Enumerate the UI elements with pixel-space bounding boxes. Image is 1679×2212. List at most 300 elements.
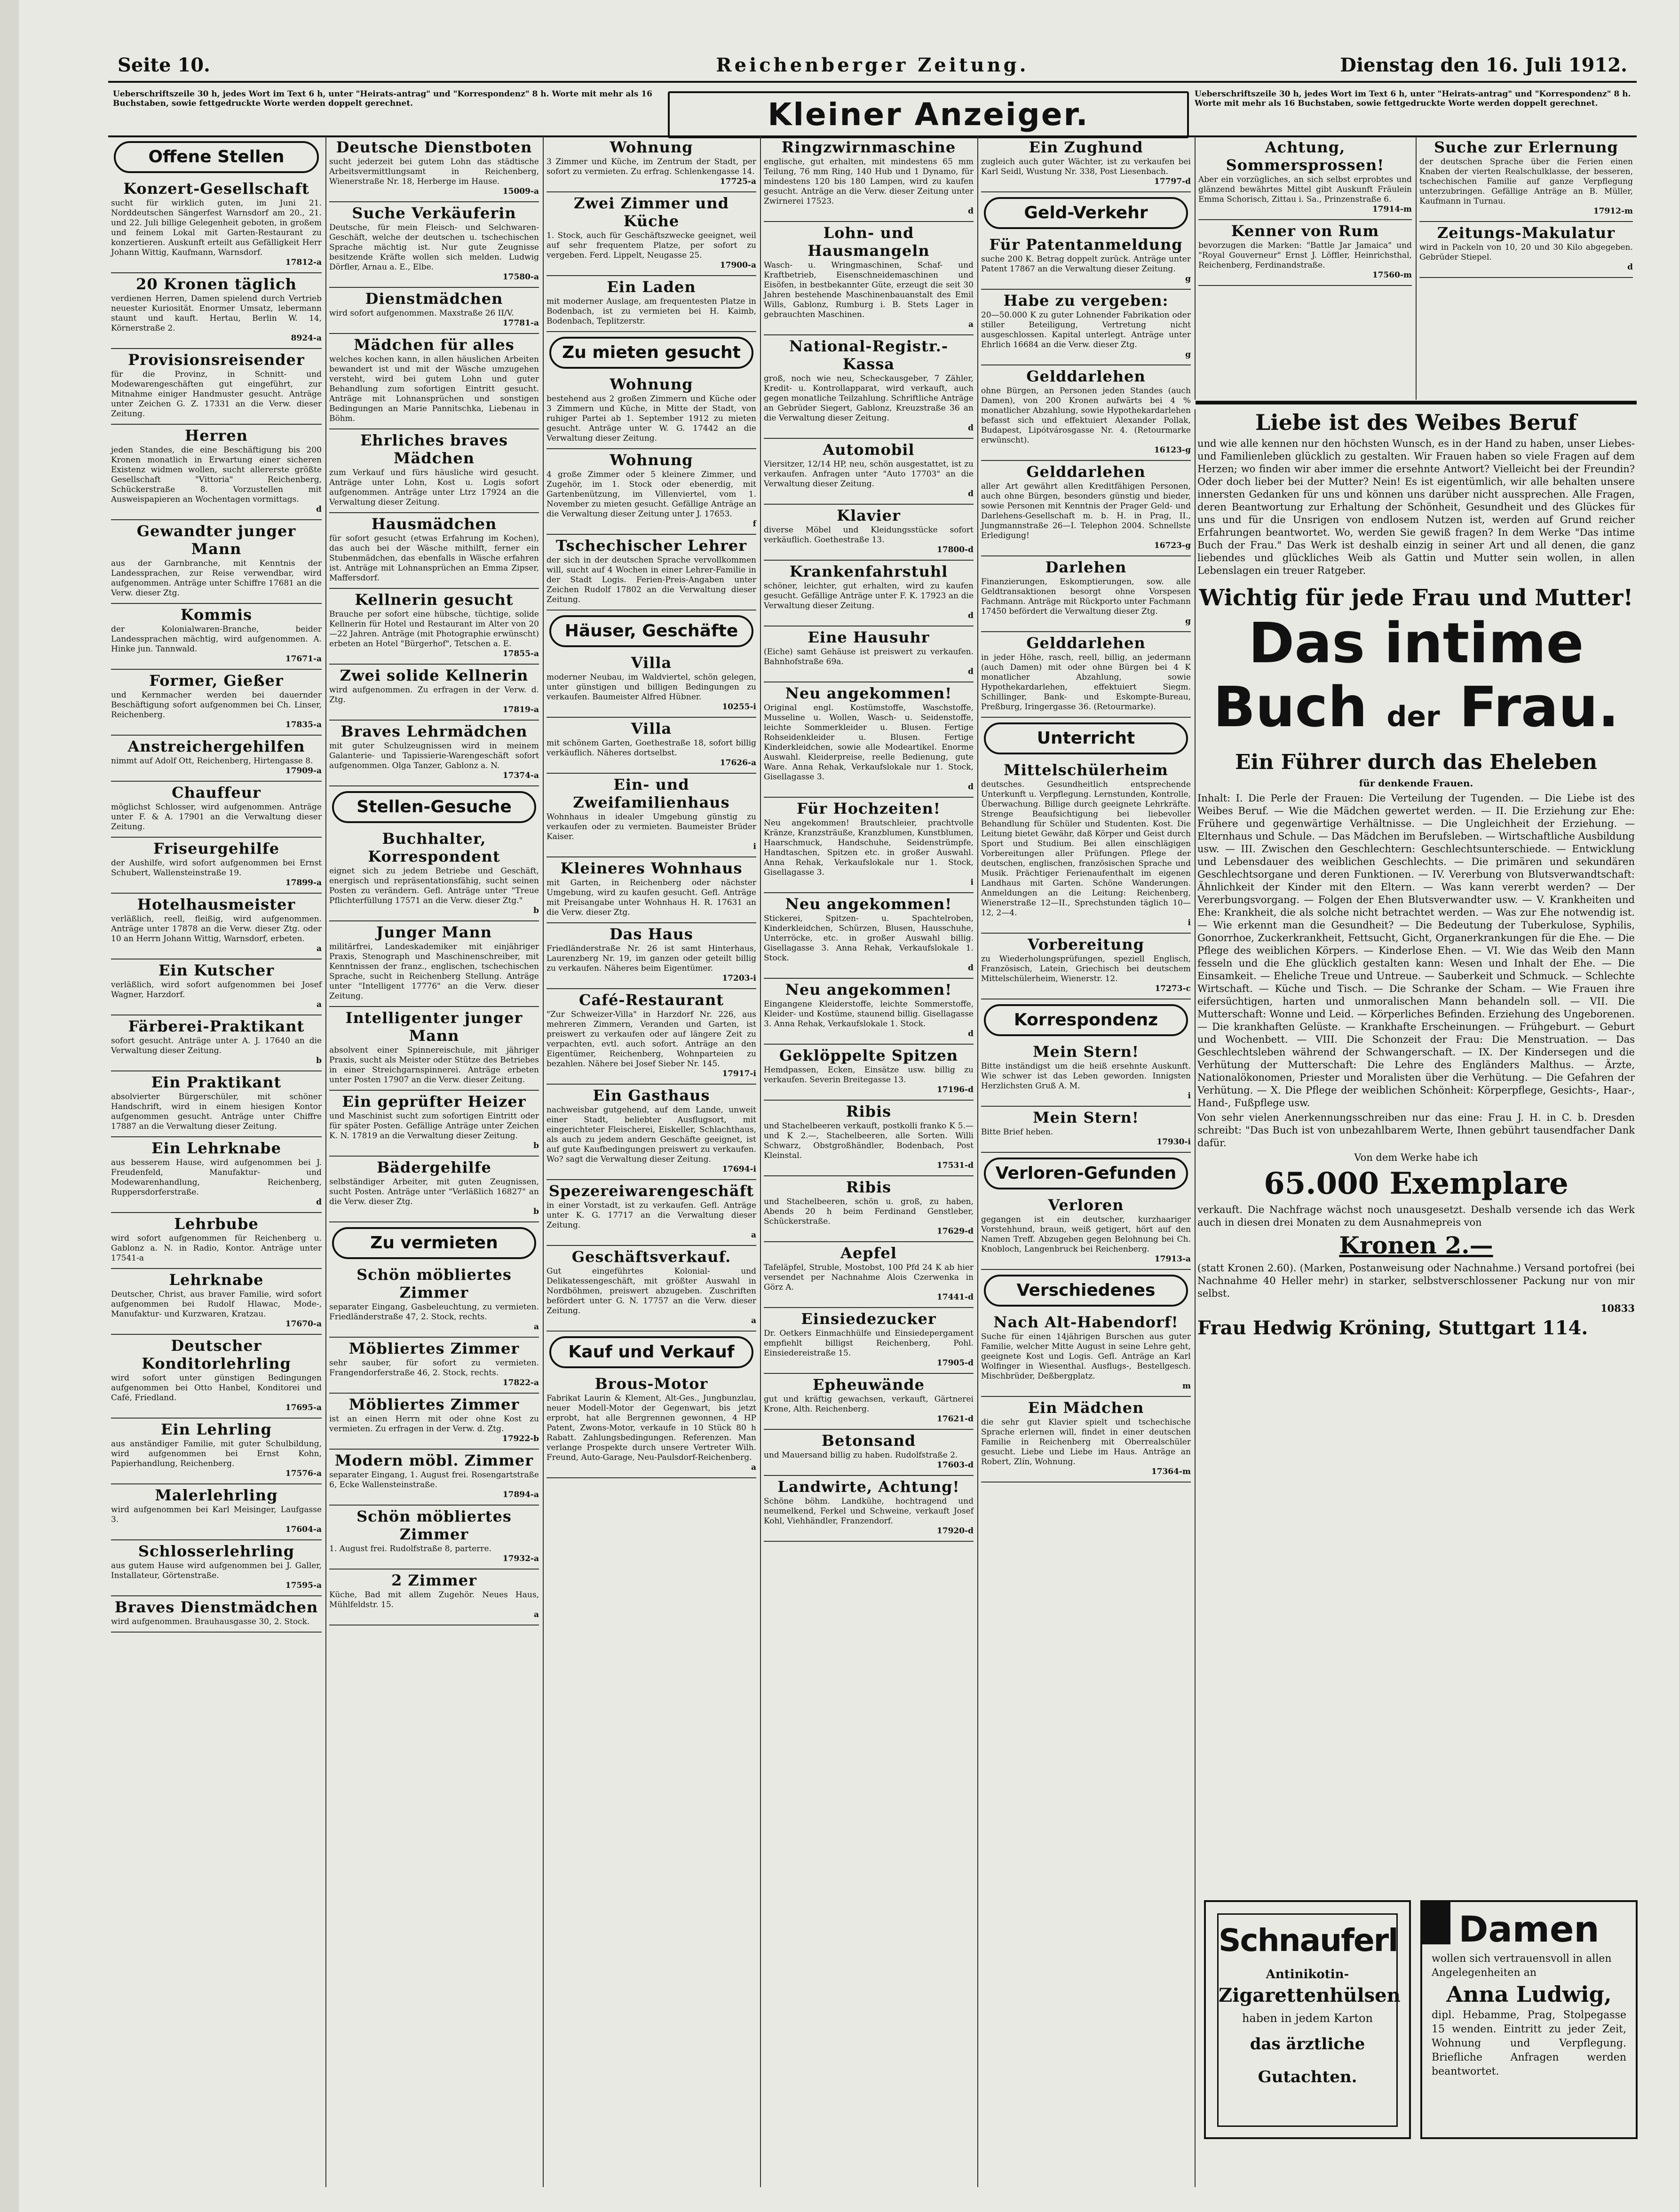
ad-heading: Mittelschülerheim [1004, 761, 1168, 779]
damen-text1: wollen sich vertrauensvoll in allen Angelegenheiten an [1432, 1953, 1612, 1979]
ad-heading: Für Hochzeiten! [797, 800, 941, 817]
ad-heading: Kenner von Rum [1231, 222, 1379, 240]
ad-heading: Epheuwände [813, 1376, 925, 1394]
ad-text: sofort gesucht. Anträge unter A. J. 17640 an die Verwaltung dieser Zeitung. [111, 1036, 322, 1055]
ad-text: Bitte inständigst um die heiß ersehnte Auskunft. Wie schwer ist das Leben geworden. Innigsten Herzlichsten Gruß A. M. [981, 1062, 1191, 1091]
ad-code: 17580-a [502, 272, 539, 282]
section-zu-mieten-gesucht: Zu mieten gesucht [549, 337, 753, 369]
classified-ad [111, 275, 322, 343]
ad-heading: Geschäftsverkauf. [571, 1248, 731, 1266]
ad-heading: Deutscher Konditorlehrling [142, 1337, 291, 1372]
ad-divider [764, 221, 974, 222]
classified-ad [764, 1178, 974, 1237]
ad-code: f [752, 519, 756, 529]
ad-text: aus der Garnbranche, mit Kenntnis der Landessprachen, zur Reise verwendbar, wird aufgenommen. Anträge unter Schiffre 17681 an die Verw. dieser Ztg. [111, 559, 322, 598]
ad-code: d [968, 963, 974, 973]
section-korrespondenz: Korrespondenz [984, 1004, 1188, 1036]
classified-ad [111, 672, 322, 730]
ad-heading: Zeitungs-Makulatur [1437, 224, 1616, 242]
ad-heading: Neu angekommen! [785, 684, 952, 702]
ad-code: 16723-g [1154, 541, 1191, 550]
ad-heading: Provisionsreisender [128, 351, 305, 369]
ad-divider [981, 1152, 1191, 1153]
classified-ad [329, 1158, 539, 1217]
ad-heading: Ribis [846, 1102, 892, 1120]
ad-divider [111, 1595, 322, 1596]
ad-text: Friedländerstraße Nr. 26 ist samt Hinterhaus, Laurenzberg Nr. 19, im ganzen oder geteilt billig zu verkaufen. Näheres beim Eigentümer. [546, 944, 756, 973]
classified-ad [546, 1086, 756, 1174]
classified-ad [764, 1478, 974, 1536]
classified-ad [111, 896, 322, 954]
ad-text: mit Garten, in Reichenberg oder nächster Umgebung, wird zu kaufen gesucht. Gefl. Anträge mit Preisangabe unter Wohnhaus H. R. 17631 an die Verw. dieser Ztg. [546, 878, 756, 917]
ad-text: ohne Bürgen, an Personen jeden Standes (auch Damen), von 200 Kronen aufwärts bei 4 % monatlicher Abzahlung, sowie Hypothekardarlehen befasst sich und effektuiert Alexander Pollak, Budapest, Lipótvárosgasse Nr. 4. (Retourmarke erwünscht). [981, 386, 1191, 445]
classified-ad [329, 923, 539, 1001]
ad-heading: Automobil [823, 441, 915, 459]
ad-heading: Villa [631, 654, 672, 672]
classified-ad [546, 776, 756, 852]
ad-heading: Hausmädchen [371, 515, 497, 533]
ad-divider [764, 560, 974, 561]
ad-text: und Maschinist sucht zum sofortigen Eintritt oder für später Posten. Gefällige Anträge unter Zeichen K. N. 17819 an die Verwaltung dieser Zeitung. [329, 1111, 539, 1141]
column-6 [1196, 136, 1415, 288]
ad-code: 17781-a [502, 318, 539, 328]
ad-text: bestehend aus 2 großen Zimmern und Küche oder 3 Zimmern und Küche, in Mitte der Stadt, von ruhiger Partei ab 1. September 1912 zu mieten gesucht. Anträge unter W. G. 17442 an die Verwaltung dieser Zeitung. [546, 394, 756, 443]
classified-ad [546, 375, 756, 444]
ad-text: in jeder Höhe, rasch, reell, billig, an jedermann (auch Damen) mit oder ohne Bürgen bei 4 K monatlicher Abzahlung, sowie Hypothekardarlehen, effektuiert Siegm. Schillinger, Bank- und Eskompte-Bureau, Preßburg, Iringergasse 36. (Retourmarke). [981, 653, 1191, 712]
ad-code: 17203-i [722, 974, 756, 983]
ad-divider [329, 1337, 539, 1338]
ad-heading: Möbliertes Zimmer [348, 1395, 520, 1413]
ad-divider [981, 191, 1191, 192]
ad-heading: Brous-Motor [594, 1375, 708, 1393]
damen-text2: dipl. Hebamme, Prag, Stolpegasse 15 wenden. Eintritt zu jeder Zeit, Wohnung und Verpflegung. Briefliche Anfragen werden beantwortet. [1432, 2009, 1626, 2077]
ad-code: 17595-a [285, 1581, 322, 1590]
ad-heading: Kellnerin gesucht [355, 591, 514, 609]
ad-text: der Kolonialwaren-Branche, beider Landessprachen mächtig, wird aufgenommen. A. Hinke jun. Tannwald. [111, 625, 322, 654]
ad-divider [329, 920, 539, 921]
ad-divider [981, 1482, 1191, 1483]
ad-text: nachweisbar gutgehend, auf dem Lande, unweit einer Stadt, beliebter Ausflugsort, mit eingerichteter Fleischerei, Eiskeller, Schlachthaus, als auch zu jedem andern Geschäfte geeignet, ist auf gute Kaufbedingungen preiswert zu verkaufen. Wo? sagt die Verwaltung dieser Zeitung. [546, 1105, 756, 1164]
ad-text: deutsches. Gesundheitlich entsprechende Unterkunft u. Verpflegung. Lernstunden, Kontrolle, Überwachung. Billige durch geeignete Lehrkräfte. Strenge Beaufsichtigung bei liebevoller Behandlung für Schüler und Studenten. Kost. Die Leitung bietet Gewähr, daß Körper und Geist durch Sport und Studium. Bei allen einschlägigen Vorbereitungen aller Prüfungen. Pflege der deutschen, englischen, französischen Sprache und Musik. Prächtiger Ferienaufenthalt im eigenen Landhaus mit Garten. Schöne Wanderungen. Anmeldungen an die Leitung: Reichenberg, Wienerstraße 12—II., Sprechstunden täglich 10—12, 2—4. [981, 780, 1191, 918]
ad-code: 17725-a [720, 177, 756, 186]
ad-divider [111, 1212, 322, 1213]
ad-text: aus gutem Hause wird aufgenommen bei J. Galler, Installateur, Görtenstraße. [111, 1561, 322, 1580]
ad-divider [111, 1070, 322, 1071]
schnauferl-line1: Antinikotin- [1266, 1967, 1349, 1982]
ad-code: d [316, 1197, 322, 1207]
classified-ad [329, 1266, 539, 1332]
ad-text: verläßlich, wird sofort aufgenommen bei Josef Wagner, Harzdorf. [111, 980, 322, 999]
classified-ad [111, 1598, 322, 1627]
ad-divider [111, 424, 322, 425]
ad-code: d [1627, 262, 1633, 272]
classified-ad [546, 991, 756, 1079]
ad-heading: Lehrknabe [169, 1271, 264, 1289]
ad-divider [764, 1100, 974, 1101]
ad-text: und Kernmacher werden bei dauernder Beschäftigung sofort aufgenommen bei Ch. Linser, Reichenberg. [111, 690, 322, 720]
column-7 [1417, 136, 1636, 280]
classified-ad [981, 367, 1191, 455]
classified-ad [981, 463, 1191, 551]
classified-ad [546, 1248, 756, 1326]
column-divider [1195, 409, 1196, 2187]
ad-divider [546, 922, 756, 923]
ad-heading: Gelddarlehen [1026, 367, 1146, 385]
ad-code: 17900-a [720, 261, 756, 270]
ad-divider [981, 933, 1191, 934]
ad-heading: Modern möbl. Zimmer [334, 1451, 534, 1469]
ad-text: und Mauersand billig zu haben. Rudolfstraße 2. [764, 1451, 958, 1460]
ad-text: "Zur Schweizer-Villa" in Harzdorf Nr. 226, aus mehreren Zimmern, Veranden und Garten, ist preiswert zu verkaufen oder auf längere Zeit zu verpachten, evtl. auch sofort. Anträge an den Eigentümer, Reichenberg, Wohnparteien zu bezahlen. Nähere bei Josef Sieber Nr. 145. [546, 1010, 756, 1069]
section-unterricht: Unterricht [984, 722, 1188, 754]
ad-code: b [533, 906, 539, 915]
ad-code: b [316, 1056, 322, 1065]
classified-ad [546, 194, 756, 270]
book-subtitle: Ein Führer durch das Eheleben [1235, 750, 1598, 774]
ad-text: aus anständiger Familie, mit guter Schulbildung, wird aufgenommen bei Ernst Kohn, Papierhandlung, Reichenberg. [111, 1439, 322, 1468]
ad-heading: Zwei Zimmer und Küche [573, 194, 729, 230]
ad-heading: Wohnung [610, 451, 693, 469]
book-title-line1: Das intime [1248, 610, 1584, 675]
ad-code: 17800-d [936, 545, 974, 555]
ad-heading: Café-Restaurant [579, 991, 724, 1009]
ad-heading: Möbliertes Zimmer [348, 1340, 520, 1357]
header-rule [108, 81, 1637, 83]
ad-text: gut und kräftig gewachsen, verkauft, Gärtnerei Krone, Alth. Reichenberg. [764, 1395, 974, 1414]
ad-text: Deutscher, Christ, aus braver Familie, wird sofort aufgenommen bei Rudolf Hlawac, Mode-, Manufaktur- und Kurzwaren, Kratzau. [111, 1290, 322, 1319]
ad-divider [546, 1245, 756, 1246]
ad-heading: Aepfel [840, 1244, 897, 1262]
ad-heading: Former, Gießer [149, 672, 284, 690]
ad-text: gegangen ist ein deutscher, kurzhaariger Vorstehhund, braun, weiß getigert, hört auf den Namen Treff. Abzugeben gegen Belohnung bei Ch. Knobloch, Langenbruck bei Reichenberg. [981, 1215, 1191, 1254]
ad-text: Schöne böhm. Landkühe, hochtragend und neumelkend, Ferkel und Schweine, verkauft Josef Kohl, Viehhändler, Franzendorf. [764, 1497, 974, 1526]
classified-ad [111, 522, 322, 598]
classified-ad [546, 859, 756, 918]
ad-text: Dr. Oetkers Einmachhülfe und Einsiedepergament empfiehlt billigst Reichenberg, Pohl. Einsiedereistraße 15. [764, 1329, 974, 1358]
ad-divider [764, 1044, 974, 1045]
ad-divider [1198, 219, 1412, 220]
ad-heading: Braves Dienstmädchen [114, 1598, 318, 1616]
ad-heading: Ein Gasthaus [593, 1086, 710, 1104]
ad-text: der sich in der deutschen Sprache vervollkommen will, sucht auf 4 Wochen in einer Lehrer-Familie in der Stadt Logis. Ferien-Preis-Angaben unter Zeichen Rudolf 17802 an die Verwaltung dieser Zeitung. [546, 555, 756, 604]
page-number: Seite 10. [118, 54, 210, 76]
price: Kronen 2.— [1339, 1231, 1493, 1259]
ad-text: wird aufgenommen bei Karl Meisinger, Laufgasse 3. [111, 1505, 322, 1524]
ad-heading: Lohn- und Hausmangeln [808, 224, 930, 260]
ad-text: militärfrei, Landeskademiker mit einjähriger Praxis, Stenograph und Maschinenschreiber, mit Kenntnissen der franz., englischen, tschechischen Sprache, sucht in Reichenberg Stellung. Anträge unter "Intelligent 17776" an die Verw. dieser Zeitung. [329, 942, 539, 1001]
ad-heading: Ringzwirnmaschine [781, 138, 956, 156]
ad-heading: Mein Stern! [1033, 1109, 1139, 1126]
classified-ad [546, 451, 756, 529]
ad-code: 16123-g [1154, 445, 1191, 455]
ad-text: und Stachelbeeren, schön u. groß, zu haben, Abends 20 h beim Ferdinand Genstleber, Schückerstraße. [764, 1197, 974, 1226]
ad-code: 17626-a [720, 758, 756, 768]
ad-text: Stickerei, Spitzen- u. Spachtelroben, Kinderkleidchen, Schürzen, Blusen, Hausschuhe, Unterröcke, etc. in großer Auswahl billig. Gisellagasse 3. Anna Rehak, Verkaufslokale 1. Stock. [764, 914, 974, 963]
ad-heading: Anstreichergehilfen [127, 737, 305, 755]
ad-code: d [316, 505, 322, 514]
ad-heading: Schlosserlehrling [138, 1542, 295, 1560]
schnauferl-line4: das ärztliche Gutachten. [1250, 2035, 1365, 2086]
ad-heading: Deutsche Dienstboten [336, 138, 532, 156]
classified-ad [329, 1571, 539, 1620]
copies-sold: 65.000 Exemplare [1264, 1166, 1568, 1201]
ad-divider [329, 785, 539, 786]
ad-code: 17196-d [936, 1085, 974, 1094]
classified-ad [329, 204, 539, 282]
ad-divider [981, 1106, 1191, 1107]
ad-heading: Tschechischer Lehrer [555, 537, 747, 555]
classified-ad [111, 1017, 322, 1066]
ad-divider [764, 1241, 974, 1242]
ad-code: 17909-a [285, 766, 322, 776]
ad-heading: Mädchen für alles [354, 336, 515, 354]
classified-ad [329, 1395, 539, 1444]
ad-divider [546, 1179, 756, 1180]
ad-heading: Ein Mädchen [1028, 1399, 1144, 1417]
section-stellen-gesuche: Stellen-Gesuche [332, 791, 536, 823]
classified-ad [981, 1313, 1191, 1391]
classified-ad [764, 1432, 974, 1470]
ad-code: 17930-i [1156, 1137, 1191, 1147]
section-kauf-und-verkauf: Kauf und Verkauf [549, 1336, 753, 1368]
ad-code: 17695-a [285, 1403, 322, 1412]
ad-text: aller Art gewährt allen Kreditfähigen Personen, auch ohne Bürgen, besonders günstig und bieder, sowie Personen mit Kenntnis der Prager Geld- und Darlehens-Gesellschaft m. b. H. in Prag, II., Jungmannstraße 26—I. Telephon 2004. Schnellste Erledigung! [981, 482, 1191, 540]
classified-ad [111, 427, 322, 515]
schnauferl-ad [1204, 1900, 1411, 2139]
ad-code: 17822-a [502, 1378, 539, 1387]
classified-ad [981, 936, 1191, 994]
ad-code: a [751, 1463, 756, 1472]
ad-code: g [1185, 274, 1191, 284]
ad-text: separater Eingang, Gasbeleuchtung, zu vermieten. Friedländerstraße 47, 2. Stock, rechts. [329, 1302, 539, 1322]
ad-text: sehr sauber, für sofort zu vermieten. Frangendorferstraße 46, 2. Stock, rechts. [329, 1358, 539, 1378]
ad-divider [329, 1221, 539, 1222]
classified-ad [764, 563, 974, 621]
ad-divider [764, 978, 974, 979]
ad-divider [111, 1136, 322, 1137]
ad-code: 17917-i [722, 1069, 756, 1078]
rates-note-right: Ueberschriftszeile 30 h, jedes Wort im Text 6 h, unter "Heirats-antrag" und "Korrespondenz" 8 h. Worte mit mehr als 16 Buchstaben, sowie fettgedruckte Worte werden doppelt gerechnet. [1195, 89, 1631, 108]
ad-code: d [968, 667, 974, 676]
ad-heading: Geklöppelte Spitzen [779, 1047, 958, 1064]
ad-code: d [968, 206, 974, 216]
classified-ad [329, 290, 539, 328]
ad-heading: Bädergehilfe [377, 1158, 491, 1176]
ad-code: 17441-d [936, 1292, 974, 1302]
ad-heading: Verloren [1048, 1196, 1124, 1214]
ad-code: 15009-a [502, 187, 539, 196]
ad-heading: Betonsand [821, 1432, 916, 1450]
ad-text: Aber ein vorzügliches, an sich selbst erprobtes und glänzend bewährtes Mittel gibt Auskunft Fräulein Emma Schorisch, Zittau i. Sa., Prinzenstraße 6. [1198, 175, 1412, 204]
book-title-word: Frau. [1459, 674, 1619, 739]
classified-ad [981, 1399, 1191, 1477]
ad-code: 17671-a [285, 654, 322, 664]
ad-text: 3 Zimmer und Küche, im Zentrum der Stadt, per sofort zu vermieten. Zu erfrag. Schlenkengasse 14. [546, 157, 756, 176]
ad-divider [111, 603, 322, 604]
ad-heading: Ein Lehrling [161, 1420, 272, 1438]
section-zu-vermieten: Zu vermieten [332, 1227, 536, 1259]
classified-ad [981, 1196, 1191, 1264]
ad-code: 17273-c [1155, 984, 1191, 993]
ad-heading: Eine Hausuhr [808, 628, 930, 646]
seller-name: Frau Hedwig Kröning, Stuttgart 114. [1197, 1317, 1588, 1339]
ad-text: 1. Stock, auch für Geschäftszwecke geeignet, weil auf sehr frequentem Platze, per sofort zu vergeben. Ferd. Lippelt, Neugasse 25. [546, 231, 756, 260]
ad-heading: Vorbereitung [1028, 936, 1144, 953]
classified-ad [1198, 138, 1412, 214]
ad-divider [111, 735, 322, 736]
ad-heading: Ein Laden [607, 278, 696, 296]
classified-ad [981, 634, 1191, 712]
ad-divider [764, 1541, 974, 1542]
ad-divider [1419, 221, 1633, 222]
article-intro: und wie alle kennen nur den höchsten Wunsch, es in der Hand zu haben, unser Liebes- und Familienleben glücklich zu gestalten. Wir Frauen haben so viele Fragen auf dem Herzen; wo finden wir aber immer die ersehnte Antwort? Vielleicht bei der Freundin? Oder doch lieber bei der Mutter? Nein! Es ist eigentümlich, wir alle behalten unsere innersten Gedanken für uns und können uns darüber nicht aussprechen. Alle Fragen, deren Beantwortung zur Erhaltung der Schönheit, Gesundheit und des Glückes für uns und für die Unsrigen von endlosem Nutzen ist, werden auf Grund reicher Erfahrungen beantwortet. Wo, werden Sie gewiß fragen? In dem Werke "Das intime Buch der Frau." Das Werk ist deshalb einzig in seiner Art und all denen, die ganz liebendes und glückliches Weib als Gattin und Mutter sein wollen, in allen Lebenslagen ein treuer Ratgeber. [1197, 438, 1635, 576]
ad-text: welches kochen kann, in allen häuslichen Arbeiten bewandert ist und mit der Wäsche umzugehen versteht, wird bei gutem Lohn und guter Behandlung zum sofortigen Eintritt gesucht. Anträge mit Lohnansprüchen und sonstigen Bedingungen an Marie Pannitschka, Liebenau in Böhm. [329, 355, 539, 423]
classified-ad [764, 981, 974, 1039]
section-haeuser-geschaefte: Häuser, Geschäfte [549, 615, 753, 647]
book-advertisement [1197, 409, 1635, 1340]
paper-name: Reichenberger Zeitung. [716, 54, 1029, 76]
ad-heading: Habe zu vergeben: [1003, 292, 1169, 309]
ad-text: Wohnhaus in idealer Umgebung günstig zu verkaufen oder zu vermieten. Baumeister Brüder Kaiser. [546, 812, 756, 841]
ad-divider [111, 519, 322, 520]
ad-divider [329, 512, 539, 513]
ad-heading: Ein Zughund [1029, 138, 1143, 156]
column-4 [761, 136, 976, 1544]
classified-ad [764, 895, 974, 973]
ad-text: der Aushilfe, wird sofort aufgenommen bei Ernst Schubert, Wallensteinstraße 19. [111, 858, 322, 878]
ad-text: Wasch- u. Wringmaschinen, Schaf- und Kraftbetrieb, Eisenschneidemaschinen und Eisöfen, in bestbekannter Güte, erzeugt die seit 30 Jahren bestehende Maschinenbauanstalt des Emil Wills, Gablonz, Rumburg i. B. Stets Lager in gebrauchten Maschinen. [764, 261, 974, 319]
ad-divider [764, 1475, 974, 1476]
ad-text: die sehr gut Klavier spielt und tschechische Sprache erlernen will, findet in einer deutschen Familie in Reichenberg mit Oberrealschüler gesucht. Liebe und Liebe im Haus. Anträge an Robert, Zlín, Wohnung. [981, 1418, 1191, 1467]
ad-text: suche 200 K. Betrag doppelt zurück. Anträge unter Patent 17867 an die Verwaltung dieser Zeitung. [981, 254, 1191, 274]
ad-divider [329, 428, 539, 429]
ad-code: 17670-a [285, 1319, 322, 1329]
classified-ad [111, 1420, 322, 1479]
classified-ad [546, 1375, 756, 1473]
ad-heading: Neu angekommen! [785, 895, 952, 913]
ad-text: diverse Möbel und Kleidungsstücke sofort verkäuflich. Goethestraße 13. [764, 525, 974, 545]
ad-divider [1419, 277, 1633, 278]
ad-heading: Einsiedezucker [801, 1310, 936, 1328]
ad-text: Fabrikat Laurin & Klement, Alt-Ges., Jungbunzlau, neuer Modell-Motor der Gegenwart, bis jetzt erprobt, hat alle Bergrennen gewonnen, 4 HP Patent, Zwons-Motor, verkaufe in 10 Stück 80 h Rabatt. Zahlungsbedingungen. Referenzen. Man verlange Prospekte durch unsere Vertreter Wilh. Freund, Auto-Garage, Neu-Paulsdorf-Reichenberg. [546, 1394, 756, 1462]
ad-divider [546, 856, 756, 857]
classified-ad [111, 1073, 322, 1132]
ad-divider [764, 334, 974, 335]
ad-heading: Gewandter junger Mann [136, 522, 296, 558]
ad-divider [546, 275, 756, 276]
ad-divider [546, 988, 756, 989]
ad-text: zum Verkauf und fürs häusliche wird gesucht. Anträge unter Lohn, Kost u. Logis sofort aufgenommen. Anträge unter Ltrz 17924 an die Verwaltung dieser Zeitung. [329, 468, 539, 507]
ad-divider [546, 1477, 756, 1478]
ad-code: 17603-d [936, 1460, 974, 1470]
section-geld-verkehr: Geld-Verkehr [984, 197, 1188, 229]
damen-heading: Damen [1458, 1908, 1600, 1950]
ad-heading: 20 Kronen täglich [136, 275, 297, 293]
column-3 [544, 136, 759, 1480]
ad-heading: Kommis [180, 606, 253, 624]
ad-text: wird aufgenommen. Zu erfragen in der Verw. d. Ztg. [329, 685, 539, 705]
newspaper-page [108, 52, 1637, 2196]
schnauferl-line2: Zigarettenhülsen [1219, 1984, 1401, 2006]
classified-ad [329, 1009, 539, 1085]
classified-ad [111, 606, 322, 664]
classified-ad [1419, 138, 1633, 216]
classified-ad [764, 1376, 974, 1424]
issue-date: Dienstag den 16. Juli 1912. [1340, 54, 1627, 76]
ad-code: i [753, 842, 756, 851]
classified-ad [111, 1139, 322, 1207]
ad-heading: Villa [631, 720, 672, 737]
ad-code: 17894-a [502, 1490, 539, 1499]
ad-code: 17797-d [1154, 177, 1191, 186]
classified-ad [764, 800, 974, 888]
ad-heading: Färberei-Praktikant [128, 1017, 305, 1035]
ad-code: 17905-d [936, 1358, 974, 1368]
ad-heading: Friseurgehilfe [153, 840, 280, 857]
ad-divider [111, 781, 322, 782]
ad-code: a [751, 1316, 756, 1325]
book-contents: Inhalt: I. Die Perle der Frauen: Die Verteilung der Tugenden. — Die Liebe ist des Weibes Beruf. — Wie die Mädchen gewertet werden. — II. Die Erziehung zur Ehe: Frühere und gegenwärtige Verhältnisse. — Die Ungleichheit der Erziehung. — Elternhaus und Schule. — Das Mädchen im Berufsleben. — Wirtschaftliche Ausbildung usw. — III. Zwischen den Geschlechtern: Geschlechtsunterschiede. — Entwicklung und Lebensdauer des weiblichen Geschlechts. — Die primären und sekundären Geschlechtsorgane und deren Funktionen. — IV. Vererbung von Blutsverwandtschaft: Ähnlichkeit der Kinder mit den Eltern. — Was kann vererbt werden? — Der Vererbungsvorgang. — Folgen der Ehen Blutsverwandter usw. — V. Krankheiten und Ehe: Krankheit, die als solche nicht betrachtet werden. — Was zur Ehe notwendig ist. — Wie erkennt man die Gesundheit? — Die Bedeutung der Tuberkulose, Syphilis, Gonorrhoe, Zuckerkrankheit, Fettsucht, Gicht, Organerkrankungen für die Ehe. — Die Pflege des weiblichen Körpers. — Kinderlose Ehen. — VI. Wie das Weib den Mann fesseln und die Ehe glücklich gestalten kann: Wesen und Inhalt der Ehe. — Die Einsamkeit. — Eheliche Treue und Untreue. — Sauberkeit und Schmuck. — Schlechte Wirtschaft. — Küche und Tisch. — Die Schranke der Scham. — Wie Frauen ihre eifersüchtigen, harten und unmoralischen Mann behandeln soll. — VII. Die Mutterschaft: Wonne und Leid. — Körperliches Befinden. Erziehung des Ungeborenen. — Die krankhaften Gelüste. — Krankhafte Erscheinungen. — Frühgeburt. — Geburt und Wochenbett. — VIII. Die Schonzeit der Frau: Die Menstruation. — Das Geschlechtsleben während der Schwangerschaft. — IX. Der Kindersegen und die Verhütung der Mutterschaft: Die Lehre des Engländers Malthus. — Ärzte, Nationalökonomen, Priester und Moralisten über die Verhütung. — Die Gefahren der Verhütung. — X. Die Pflege der weiblichen Schönheit: Körperpflege, Gesichts-, Haar-, Hand-, Fußpflege usw. [1197, 793, 1635, 1109]
ad-divider [764, 1175, 974, 1176]
classified-ad [764, 628, 974, 677]
ad-heading: Achtung, Sommersprossen! [1226, 138, 1385, 174]
section-title: Kleiner Anzeiger. [668, 91, 1189, 138]
ad-heading: Ein geprüfter Heizer [342, 1093, 526, 1110]
ad-code: 10833 [1600, 1302, 1635, 1314]
ad-divider [981, 555, 1191, 556]
ad-text: absolvent einer Spinnereischule, mit jähriger Praxis, sucht als Meister oder Stütze des Betriebes in einer Streichgarnspinnerei. Anträge erbeten unter Posten 17907 an die Verw. dieser Zeitung. [329, 1046, 539, 1085]
ad-heading: Hotelhausmeister [137, 896, 296, 913]
ad-heading: Suche Verkäuferin [352, 204, 516, 222]
classified-ad [329, 431, 539, 507]
ad-code: 17621-d [936, 1414, 974, 1424]
ad-divider [764, 1429, 974, 1430]
ad-code: b [533, 1207, 539, 1216]
ad-text: schöner, leichter, gut erhalten, wird zu kaufen gesucht. Gefällige Anträge unter F. K. 17923 an die Verwaltung dieser Zeitung. [764, 581, 974, 610]
ad-code: 17576-a [285, 1469, 322, 1478]
ad-divider [329, 1569, 539, 1570]
ad-heading: Spezereiwarengeschäft [548, 1182, 754, 1200]
ad-heading: Suche zur Erlernung [1434, 138, 1618, 156]
classified-ad [981, 1043, 1191, 1101]
ad-divider [764, 1373, 974, 1374]
article-top-rule [1196, 401, 1637, 404]
ad-heading: Chauffeur [172, 784, 261, 801]
ad-code: i [1188, 1091, 1191, 1101]
ad-divider [764, 504, 974, 505]
ad-code: d [968, 489, 974, 499]
ad-code: g [1185, 617, 1191, 626]
ad-code: 10255-i [722, 702, 756, 712]
classified-ad [981, 138, 1191, 187]
ad-code: 17560-m [1372, 270, 1412, 280]
column-5 [978, 136, 1194, 1484]
classified-ad [981, 1109, 1191, 1147]
ad-code: g [1185, 350, 1191, 359]
classified-ad [546, 278, 756, 326]
ad-divider [546, 191, 756, 192]
ad-code: a [751, 1230, 756, 1240]
ad-heading: Landwirte, Achtung! [777, 1478, 960, 1496]
ad-divider [111, 669, 322, 670]
classified-ad [546, 925, 756, 983]
page-margin-left [0, 0, 19, 2212]
ad-heading: Ein- und Zweifamilienhaus [573, 776, 730, 811]
testimonial-end: Von dem Werke habe ich [1354, 1152, 1478, 1163]
classified-ad [764, 1102, 974, 1171]
ad-text: wird sofort aufgenommen. Maxstraße 26 II/V. [329, 309, 514, 318]
book-title-word: der [1386, 700, 1440, 733]
